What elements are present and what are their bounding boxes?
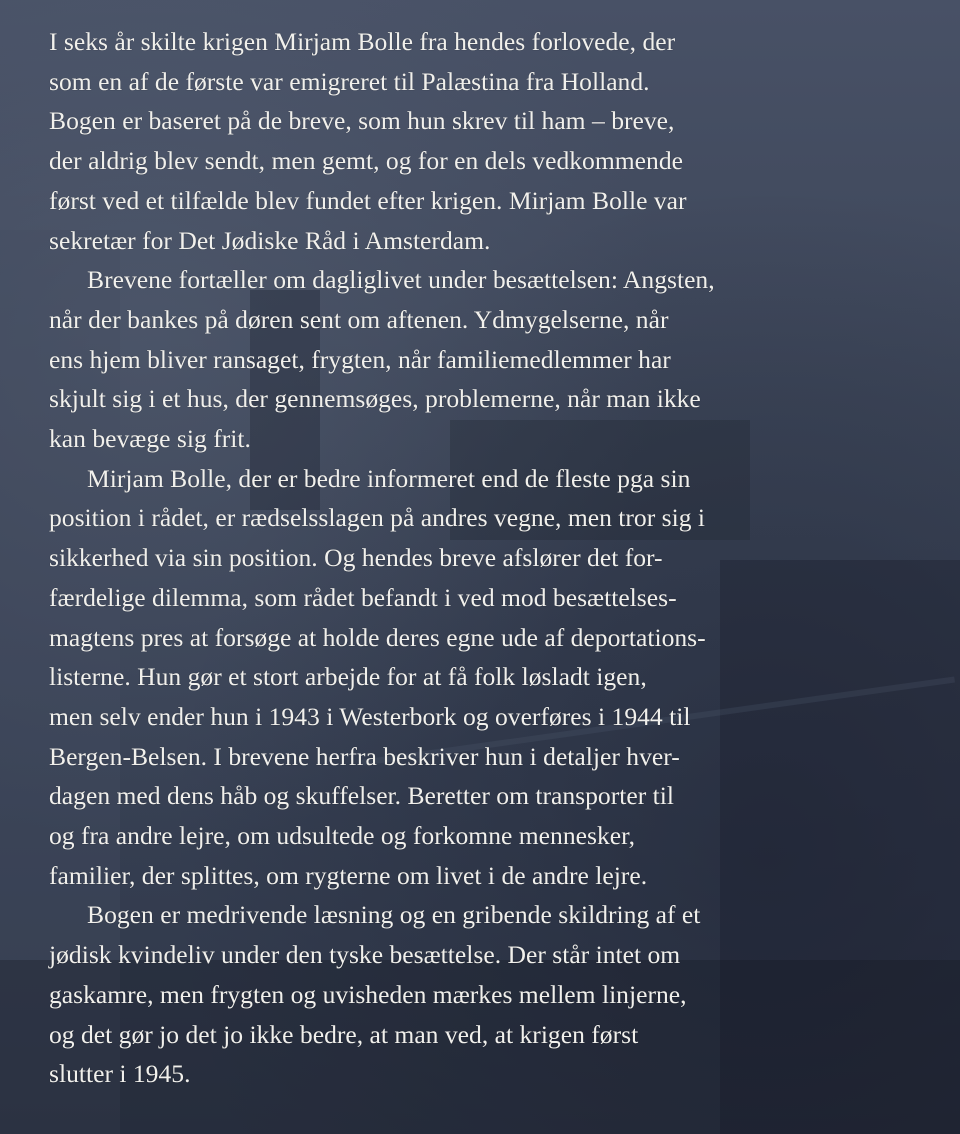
text-line: I seks år skilte krigen Mirjam Bolle fra hendes forlovede, der <box>49 27 676 56</box>
text-line: slutter i 1945. <box>49 1059 191 1089</box>
text-line: Bogen er baseret på de breve, som hun skrev til ham – breve, <box>49 106 675 136</box>
text-line: Bogen er medrivende læsning og en gribende skildring af et <box>87 900 701 930</box>
text-line: sekretær for Det Jødiske Råd i Amsterdam. <box>49 225 491 255</box>
paragraph-3 <box>49 459 929 896</box>
blurb-text <box>49 22 929 1094</box>
text-line: Bergen-Belsen. I brevene herfra beskriver hun i detaljer hver- <box>49 741 680 771</box>
text-line: kan bevæge sig frit. <box>49 424 251 454</box>
text-line: først ved et tilfælde blev fundet efter krigen. Mirjam Bolle var <box>49 185 687 215</box>
text-line: færdelige dilemma, som rådet befandt i ved mod besættelses- <box>49 582 677 612</box>
text-line: magtens pres at forsøge at holde deres egne ude af deportations- <box>49 622 706 652</box>
text-line: og fra andre lejre, om udsultede og forkomne mennesker, <box>49 821 636 851</box>
text-line: familier, der splittes, om rygterne om livet i de andre lejre. <box>49 860 648 890</box>
paragraph-2 <box>49 260 929 459</box>
text-line: ens hjem bliver ransaget, frygten, når familiemedlemmer har <box>49 344 671 374</box>
text-line: jødisk kvindeliv under den tyske besættelse. Der står intet om <box>49 940 681 970</box>
text-line: skjult sig i et hus, der gennemsøges, problemerne, når man ikke <box>49 384 701 414</box>
text-line: men selv ender hun i 1943 i Westerbork og overføres i 1944 til <box>49 701 691 731</box>
text-line: sikkerhed via sin position. Og hendes breve afslører det for- <box>49 543 663 573</box>
paragraph-4 <box>49 895 929 1094</box>
text-line: gaskamre, men frygten og uvisheden mærkes mellem linjerne, <box>49 979 687 1009</box>
text-line: og det gør jo det jo ikke bedre, at man ved, at krigen først <box>49 1019 639 1049</box>
text-line: Mirjam Bolle, der er bedre informeret end de fleste pga sin <box>87 463 691 493</box>
text-line: listerne. Hun gør et stort arbejde for at få folk løsladt igen, <box>49 662 647 692</box>
text-line: der aldrig blev sendt, men gemt, og for en dels vedkommende <box>49 146 683 176</box>
text-line: position i rådet, er rædselsslagen på andres vegne, men tror sig i <box>49 503 706 533</box>
text-line: Brevene fortæller om dagliglivet under besættelsen: Angsten, <box>87 265 715 295</box>
text-line: som en af de første var emigreret til Palæstina fra Holland. <box>49 66 650 96</box>
text-line: dagen med dens håb og skuffelser. Beretter om transporter til <box>49 781 674 811</box>
text-line: når der bankes på døren sent om aftenen. Ydmygelserne, når <box>49 304 669 334</box>
paragraph-1 <box>49 22 929 260</box>
